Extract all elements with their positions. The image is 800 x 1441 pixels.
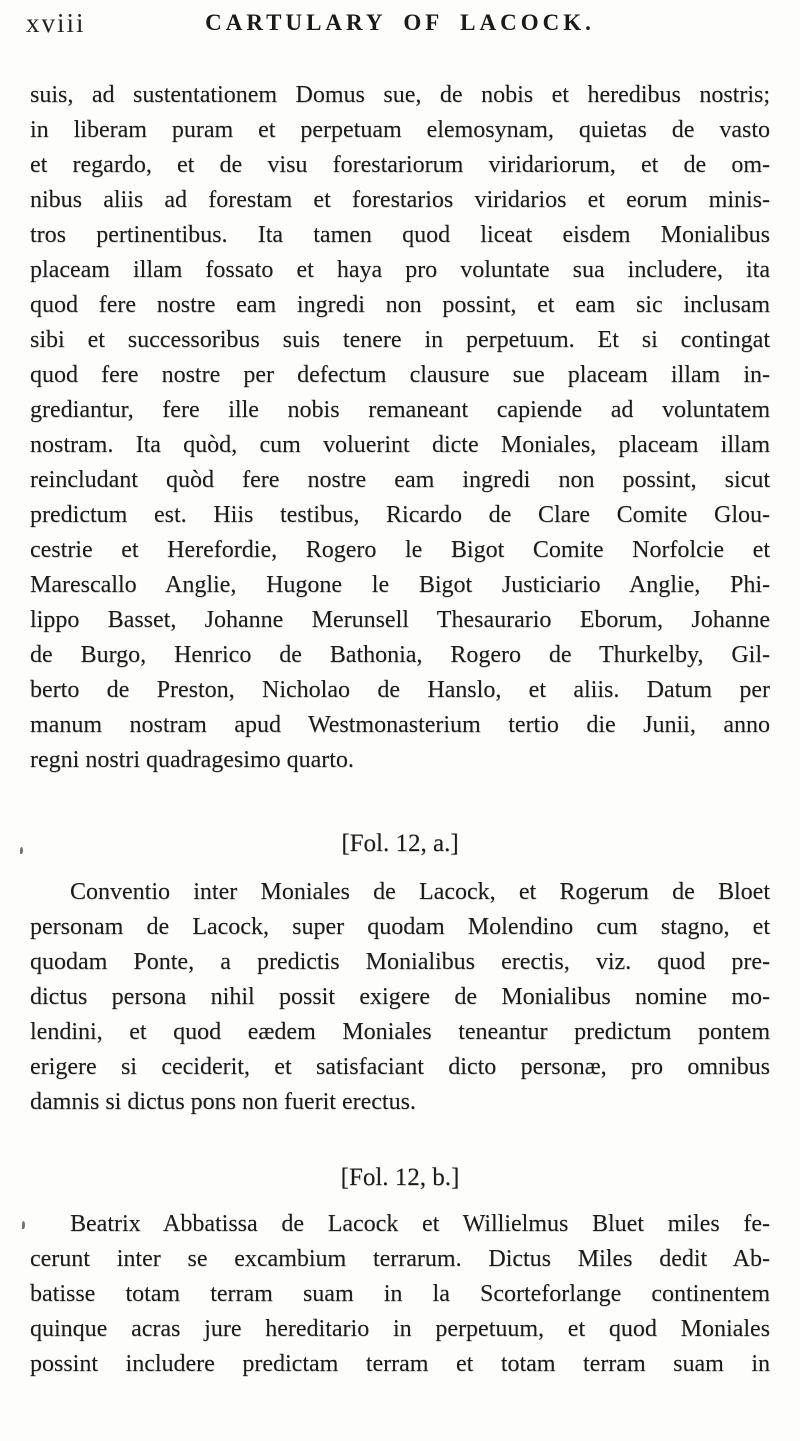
text-line: quodam Ponte, a predictis Monialibus erectis, viz. quod pre-: [30, 949, 770, 975]
text-line: placeam illam fossato et haya pro voluntate sua includere, ita: [30, 257, 770, 283]
text-line: grediantur, fere ille nobis remaneant capiende ad voluntatem: [30, 397, 770, 423]
paragraph-conventio: [30, 875, 770, 1120]
text-line: lippo Basset, Johanne Merunsell Thesaurario Eborum, Johanne: [30, 607, 770, 633]
paragraph-beatrix: [30, 1207, 770, 1382]
text-line: nostram. Ita quòd, cum voluerint dicte Moniales, placeam illam: [30, 432, 770, 458]
text-line: predictum est. Hiis testibus, Ricardo de Clare Comite Glou-: [30, 502, 770, 528]
text-line: nibus aliis ad forestam et forestarios viridarios et eorum minis-: [30, 187, 770, 213]
text-line: tros pertinentibus. Ita tamen quod liceat eisdem Monialibus: [30, 222, 770, 248]
folio-heading-12b: [Fol. 12, b.]: [340, 1164, 460, 1191]
text-line: Conventio inter Moniales de Lacock, et Rogerum de Bloet: [70, 879, 770, 905]
text-line: lendini, et quod eædem Moniales teneantur predictum pontem: [30, 1019, 770, 1045]
text-line: cerunt inter se excambium terrarum. Dictus Miles dedit Ab-: [30, 1246, 770, 1272]
text-line: reincludant quòd fere nostre eam ingredi non possint, sicut: [30, 467, 770, 493]
ink-speck: [22, 1221, 25, 1229]
text-line: possint includere predictam terram et totam terram suam in: [30, 1351, 770, 1377]
text-line: personam de Lacock, super quodam Molendino cum stagno, et: [30, 914, 770, 940]
text-line: quinque acras jure hereditario in perpetuum, et quod Moniales: [30, 1316, 770, 1342]
folio-heading-12a: [Fol. 12, a.]: [341, 830, 459, 857]
text-line: berto de Preston, Nicholao de Hanslo, et aliis. Datum per: [30, 677, 770, 703]
text-line: damnis si dictus pons non fuerit erectus.: [30, 1089, 416, 1115]
text-line: Marescallo Anglie, Hugone le Bigot Justiciario Anglie, Phi-: [30, 572, 770, 598]
page-number: xviii: [26, 8, 86, 38]
text-line: cestrie et Herefordie, Rogero le Bigot Comite Norfolcie et: [30, 537, 770, 563]
text-line: sibi et successoribus suis tenere in perpetuum. Et si contingat: [30, 327, 770, 353]
text-line: batisse totam terram suam in la Scorteforlange continentem: [30, 1281, 770, 1307]
text-line: de Burgo, Henrico de Bathonia, Rogero de Thurkelby, Gil-: [30, 642, 770, 668]
running-header: [26, 8, 770, 42]
text-line: in liberam puram et perpetuam elemosynam, quietas de vasto: [30, 117, 770, 143]
text-line: quod fere nostre eam ingredi non possint, et eam sic inclusam: [30, 292, 770, 318]
text-line: erigere si ceciderit, et satisfaciant dicto personæ, pro omnibus: [30, 1054, 770, 1080]
paragraph-charter-conclusion: [30, 78, 770, 778]
text-line: regni nostri quadragesimo quarto.: [30, 747, 354, 773]
ink-speck: [20, 847, 23, 854]
text-line: Beatrix Abbatissa de Lacock et Willielmus Bluet miles fe-: [70, 1211, 770, 1237]
running-title: CARTULARY OF LACOCK.: [205, 10, 595, 35]
text-line: quod fere nostre per defectum clausure sue placeam illam in-: [30, 362, 770, 388]
text-line: suis, ad sustentationem Domus sue, de nobis et heredibus nostris;: [30, 82, 770, 108]
text-line: et regardo, et de visu forestariorum viridariorum, et de om-: [30, 152, 770, 178]
text-line: manum nostram apud Westmonasterium tertio die Junii, anno: [30, 712, 770, 738]
text-line: dictus persona nihil possit exigere de Monialibus nomine mo-: [30, 984, 770, 1010]
